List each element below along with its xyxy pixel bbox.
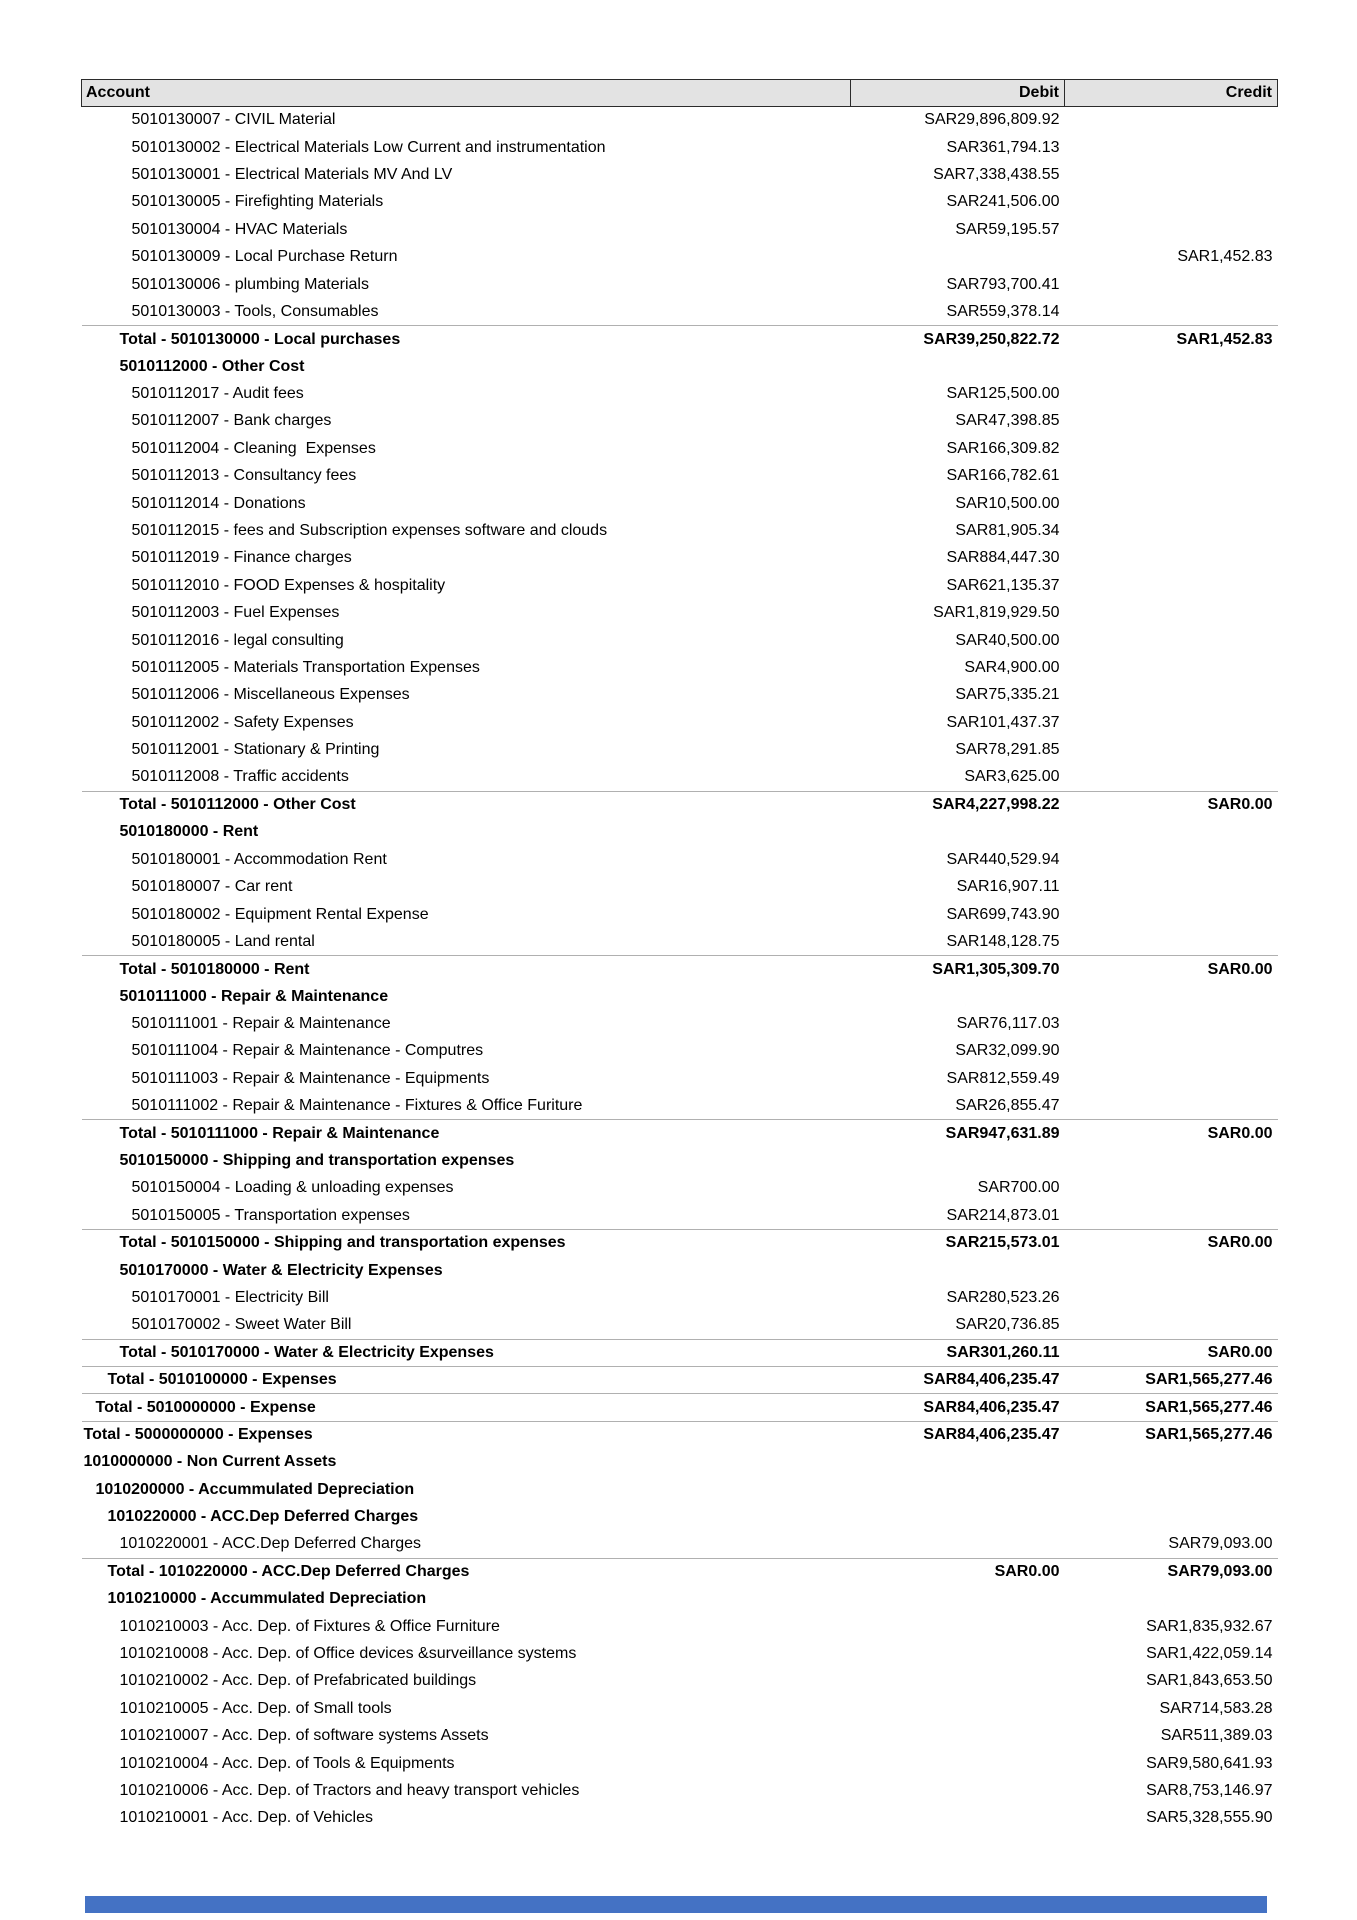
table-row bbox=[82, 326, 1278, 353]
account-cell: Total - 5010112000 - Other Cost bbox=[82, 791, 851, 818]
debit-cell: SAR241,506.00 bbox=[946, 193, 1060, 211]
account-cell: 5010130006 - plumbing Materials bbox=[131, 275, 369, 293]
credit-cell bbox=[1065, 216, 1278, 243]
debit-cell bbox=[851, 1476, 1065, 1503]
debit-cell: SAR700.00 bbox=[977, 1179, 1060, 1197]
account-cell: 5010170002 - Sweet Water Bill bbox=[131, 1316, 352, 1334]
debit-cell bbox=[851, 1668, 1065, 1695]
account-cell: Total - 5010170000 - Water & Electricity Expenses bbox=[82, 1339, 851, 1366]
credit-cell bbox=[1065, 1065, 1278, 1092]
debit-cell: SAR10,500.00 bbox=[955, 494, 1060, 512]
table-row bbox=[82, 1558, 1278, 1585]
debit-cell: SAR84,406,235.47 bbox=[851, 1421, 1065, 1448]
debit-cell: SAR148,128.75 bbox=[946, 932, 1060, 950]
table-row bbox=[82, 1230, 1278, 1257]
credit-cell bbox=[1065, 928, 1278, 955]
table-row bbox=[82, 1257, 1278, 1284]
debit-cell bbox=[851, 1805, 1065, 1832]
credit-cell bbox=[1065, 901, 1278, 928]
debit-cell: SAR1,305,309.70 bbox=[851, 956, 1065, 983]
table-row bbox=[82, 189, 1278, 216]
credit-cell: SAR714,583.28 bbox=[1159, 1699, 1273, 1717]
credit-cell bbox=[1065, 572, 1278, 599]
debit-cell: SAR20,736.85 bbox=[955, 1316, 1060, 1334]
table-row bbox=[82, 1038, 1278, 1065]
credit-cell bbox=[1065, 1093, 1278, 1120]
account-cell: 5010112010 - FOOD Expenses & hospitality bbox=[131, 576, 446, 594]
table-row bbox=[82, 682, 1278, 709]
debit-cell: SAR215,573.01 bbox=[851, 1230, 1065, 1257]
table-row bbox=[82, 1421, 1278, 1448]
account-cell: Total - 5010111000 - Repair & Maintenance bbox=[82, 1120, 851, 1147]
debit-cell: SAR793,700.41 bbox=[946, 275, 1060, 293]
account-cell: 5010150000 - Shipping and transportation expenses bbox=[119, 1152, 515, 1170]
credit-cell bbox=[1065, 517, 1278, 544]
account-cell: 5010112017 - Audit fees bbox=[131, 385, 304, 403]
debit-cell: SAR947,631.89 bbox=[851, 1120, 1065, 1147]
credit-cell: SAR1,843,653.50 bbox=[1146, 1672, 1273, 1690]
debit-cell: SAR559,378.14 bbox=[946, 302, 1060, 320]
credit-cell bbox=[1065, 189, 1278, 216]
debit-cell: SAR361,794.13 bbox=[946, 138, 1060, 156]
debit-cell: SAR125,500.00 bbox=[946, 385, 1060, 403]
credit-cell bbox=[1065, 1175, 1278, 1202]
table-row bbox=[82, 1065, 1278, 1092]
account-cell: 5010112000 - Other Cost bbox=[119, 357, 305, 375]
account-cell: 5010112006 - Miscellaneous Expenses bbox=[131, 686, 410, 704]
account-cell: 5010130002 - Electrical Materials Low Current and instrumentation bbox=[131, 138, 606, 156]
table-row bbox=[82, 161, 1278, 188]
table-row bbox=[82, 517, 1278, 544]
credit-cell: SAR8,753,146.97 bbox=[1146, 1782, 1273, 1800]
debit-cell: SAR16,907.11 bbox=[956, 878, 1060, 896]
debit-cell bbox=[851, 1640, 1065, 1667]
debit-cell: SAR78,291.85 bbox=[955, 741, 1060, 759]
account-cell: 5010112014 - Donations bbox=[131, 494, 306, 512]
account-cell: Total - 5000000000 - Expenses bbox=[82, 1421, 851, 1448]
credit-cell: SAR0.00 bbox=[1065, 1120, 1278, 1147]
account-cell: 5010130009 - Local Purchase Return bbox=[131, 248, 398, 266]
table-row bbox=[82, 1394, 1278, 1421]
account-cell: 5010111000 - Repair & Maintenance bbox=[119, 987, 389, 1005]
account-cell: 5010170001 - Electricity Bill bbox=[131, 1288, 329, 1306]
credit-cell bbox=[1065, 435, 1278, 462]
table-row bbox=[82, 1750, 1278, 1777]
account-cell: 1010210007 - Acc. Dep. of software systems Assets bbox=[119, 1727, 489, 1745]
table-row bbox=[82, 956, 1278, 983]
table-row bbox=[82, 1449, 1278, 1476]
trial-balance-table bbox=[81, 79, 1278, 1832]
account-cell: 5010112004 - Cleaning Expenses bbox=[131, 439, 376, 457]
credit-cell bbox=[1065, 107, 1278, 134]
account-cell: 5010130004 - HVAC Materials bbox=[131, 220, 348, 238]
credit-cell bbox=[1065, 1257, 1278, 1284]
account-cell: 1010210000 - Accummulated Depreciation bbox=[107, 1590, 427, 1608]
table-row bbox=[82, 654, 1278, 681]
debit-cell bbox=[851, 1777, 1065, 1804]
account-cell: 1010220000 - ACC.Dep Deferred Charges bbox=[107, 1508, 419, 1526]
table-row bbox=[82, 1695, 1278, 1722]
account-cell: 5010112008 - Traffic accidents bbox=[131, 768, 349, 786]
table-row bbox=[82, 134, 1278, 161]
debit-cell bbox=[851, 1613, 1065, 1640]
credit-cell: SAR1,452.83 bbox=[1177, 248, 1273, 266]
table-body bbox=[82, 107, 1278, 1833]
debit-cell bbox=[851, 819, 1065, 846]
debit-cell: SAR84,406,235.47 bbox=[851, 1366, 1065, 1393]
table-row bbox=[82, 983, 1278, 1010]
account-cell: 5010130007 - CIVIL Material bbox=[131, 111, 336, 129]
table-row bbox=[82, 572, 1278, 599]
credit-cell: SAR0.00 bbox=[1065, 1230, 1278, 1257]
credit-cell: SAR1,565,277.46 bbox=[1065, 1366, 1278, 1393]
table-row bbox=[82, 1202, 1278, 1229]
account-cell: 5010111004 - Repair & Maintenance - Computres bbox=[131, 1042, 484, 1060]
account-cell: 5010112013 - Consultancy fees bbox=[131, 467, 357, 485]
account-cell: 1010210004 - Acc. Dep. of Tools & Equipments bbox=[119, 1754, 455, 1772]
debit-cell: SAR40,500.00 bbox=[955, 631, 1060, 649]
table-row bbox=[82, 1093, 1278, 1120]
account-cell: 5010130003 - Tools, Consumables bbox=[131, 302, 379, 320]
table-row bbox=[82, 1668, 1278, 1695]
table-row bbox=[82, 1366, 1278, 1393]
credit-cell bbox=[1065, 545, 1278, 572]
account-cell: 1010000000 - Non Current Assets bbox=[83, 1453, 337, 1471]
credit-cell bbox=[1065, 682, 1278, 709]
debit-cell: SAR101,437.37 bbox=[946, 713, 1060, 731]
account-cell: 1010210003 - Acc. Dep. of Fixtures & Office Furniture bbox=[119, 1617, 500, 1635]
debit-cell bbox=[851, 1449, 1065, 1476]
credit-cell bbox=[1065, 1038, 1278, 1065]
debit-cell: SAR81,905.34 bbox=[955, 522, 1060, 540]
debit-cell bbox=[851, 1257, 1065, 1284]
table-row bbox=[82, 1120, 1278, 1147]
debit-cell: SAR0.00 bbox=[851, 1558, 1065, 1585]
debit-cell: SAR166,309.82 bbox=[946, 439, 1060, 457]
account-cell: 1010210006 - Acc. Dep. of Tractors and heavy transport vehicles bbox=[119, 1782, 580, 1800]
table-row bbox=[82, 600, 1278, 627]
account-cell: 5010180000 - Rent bbox=[119, 823, 259, 841]
table-row bbox=[82, 928, 1278, 955]
account-cell: 1010210001 - Acc. Dep. of Vehicles bbox=[119, 1809, 374, 1827]
debit-cell: SAR884,447.30 bbox=[946, 549, 1060, 567]
debit-cell bbox=[851, 1750, 1065, 1777]
account-cell: 5010112005 - Materials Transportation Expenses bbox=[131, 659, 480, 676]
account-cell: 5010180007 - Car rent bbox=[131, 878, 293, 896]
credit-cell bbox=[1065, 709, 1278, 736]
debit-cell bbox=[851, 1147, 1065, 1174]
debit-cell: SAR812,559.49 bbox=[946, 1069, 1060, 1087]
credit-cell bbox=[1065, 408, 1278, 435]
account-cell: Total - 5010000000 - Expense bbox=[82, 1394, 851, 1421]
account-cell: 5010130005 - Firefighting Materials bbox=[131, 193, 384, 211]
debit-cell: SAR29,896,809.92 bbox=[924, 111, 1060, 129]
table-row bbox=[82, 353, 1278, 380]
table-row bbox=[82, 1503, 1278, 1530]
table-header bbox=[82, 80, 1278, 107]
account-cell: 1010210005 - Acc. Dep. of Small tools bbox=[119, 1699, 392, 1717]
table-row bbox=[82, 243, 1278, 270]
debit-cell: SAR32,099.90 bbox=[955, 1042, 1060, 1060]
credit-cell: SAR0.00 bbox=[1065, 1339, 1278, 1366]
credit-cell bbox=[1065, 627, 1278, 654]
credit-cell bbox=[1065, 271, 1278, 298]
debit-cell: SAR621,135.37 bbox=[946, 576, 1060, 594]
account-cell: Total - 1010220000 - ACC.Dep Deferred Charges bbox=[82, 1558, 851, 1585]
account-cell: 1010220001 - ACC.Dep Deferred Charges bbox=[119, 1535, 422, 1553]
debit-cell bbox=[851, 1723, 1065, 1750]
table-row bbox=[82, 1010, 1278, 1037]
credit-column-header: Credit bbox=[1065, 80, 1278, 107]
account-cell: 1010200000 - Accummulated Depreciation bbox=[95, 1480, 415, 1498]
table-row bbox=[82, 846, 1278, 873]
credit-cell bbox=[1065, 1010, 1278, 1037]
credit-cell bbox=[1065, 298, 1278, 325]
table-row bbox=[82, 1284, 1278, 1311]
account-cell: 5010112019 - Finance charges bbox=[131, 549, 352, 567]
debit-cell: SAR76,117.03 bbox=[956, 1015, 1060, 1033]
debit-cell bbox=[851, 353, 1065, 380]
debit-cell: SAR75,335.21 bbox=[955, 686, 1060, 704]
account-cell: 5010111003 - Repair & Maintenance - Equipments bbox=[131, 1069, 490, 1087]
account-cell: Total - 5010100000 - Expenses bbox=[82, 1366, 851, 1393]
table-row bbox=[82, 1175, 1278, 1202]
account-column-header: Account bbox=[82, 80, 851, 107]
table-row bbox=[82, 298, 1278, 325]
account-cell: 5010170000 - Water & Electricity Expenses bbox=[119, 1261, 443, 1279]
account-cell: 1010210008 - Acc. Dep. of Office devices &surveillance systems bbox=[119, 1645, 577, 1663]
account-cell: 5010112003 - Fuel Expenses bbox=[131, 604, 340, 622]
debit-column-header: Debit bbox=[851, 80, 1065, 107]
account-cell: 5010112001 - Stationary & Printing bbox=[131, 741, 380, 759]
table-row bbox=[82, 1805, 1278, 1832]
debit-cell bbox=[851, 1531, 1065, 1558]
table-row bbox=[82, 408, 1278, 435]
debit-cell: SAR214,873.01 bbox=[946, 1206, 1060, 1224]
table-row bbox=[82, 490, 1278, 517]
debit-cell: SAR4,227,998.22 bbox=[851, 791, 1065, 818]
debit-cell: SAR26,855.47 bbox=[955, 1097, 1060, 1114]
debit-cell: SAR39,250,822.72 bbox=[851, 326, 1065, 353]
table-row bbox=[82, 791, 1278, 818]
table-row bbox=[82, 901, 1278, 928]
account-cell: 5010112016 - legal consulting bbox=[131, 631, 344, 649]
credit-cell bbox=[1065, 134, 1278, 161]
debit-cell: SAR47,398.85 bbox=[955, 412, 1060, 430]
credit-cell bbox=[1065, 736, 1278, 763]
credit-cell: SAR79,093.00 bbox=[1065, 1558, 1278, 1585]
credit-cell bbox=[1065, 161, 1278, 188]
credit-cell: SAR1,565,277.46 bbox=[1065, 1394, 1278, 1421]
account-cell: 5010180002 - Equipment Rental Expense bbox=[131, 905, 429, 923]
debit-cell: SAR7,338,438.55 bbox=[933, 165, 1060, 183]
credit-cell: SAR1,452.83 bbox=[1065, 326, 1278, 353]
table-row bbox=[82, 1640, 1278, 1667]
account-cell: 5010180001 - Accommodation Rent bbox=[131, 850, 387, 868]
debit-cell: SAR4,900.00 bbox=[964, 659, 1060, 676]
table-row bbox=[82, 1723, 1278, 1750]
table-row bbox=[82, 1476, 1278, 1503]
credit-cell bbox=[1065, 1586, 1278, 1613]
table-row bbox=[82, 1613, 1278, 1640]
debit-cell: SAR440,529.94 bbox=[946, 850, 1060, 868]
credit-cell bbox=[1065, 819, 1278, 846]
account-cell: 5010112007 - Bank charges bbox=[131, 412, 332, 430]
credit-cell: SAR1,835,932.67 bbox=[1146, 1617, 1273, 1635]
credit-cell bbox=[1065, 1312, 1278, 1339]
debit-cell: SAR280,523.26 bbox=[946, 1288, 1060, 1306]
table-row bbox=[82, 873, 1278, 900]
credit-cell bbox=[1065, 654, 1278, 681]
credit-cell: SAR1,565,277.46 bbox=[1065, 1421, 1278, 1448]
credit-cell: SAR1,422,059.14 bbox=[1146, 1645, 1273, 1663]
table-row bbox=[82, 1339, 1278, 1366]
table-row bbox=[82, 819, 1278, 846]
table-row bbox=[82, 1531, 1278, 1558]
account-cell: Total - 5010150000 - Shipping and transportation expenses bbox=[82, 1230, 851, 1257]
debit-cell bbox=[851, 1586, 1065, 1613]
account-cell: 5010150004 - Loading & unloading expenses bbox=[131, 1179, 454, 1197]
table-row bbox=[82, 380, 1278, 407]
credit-cell bbox=[1065, 1202, 1278, 1229]
debit-cell bbox=[851, 983, 1065, 1010]
credit-cell: SAR9,580,641.93 bbox=[1146, 1754, 1273, 1772]
table-row bbox=[82, 435, 1278, 462]
debit-cell: SAR1,819,929.50 bbox=[933, 604, 1060, 622]
table-row bbox=[82, 107, 1278, 134]
table-row bbox=[82, 545, 1278, 572]
credit-cell bbox=[1065, 1147, 1278, 1174]
account-cell: 5010111002 - Repair & Maintenance - Fixtures & Office Furiture bbox=[131, 1097, 583, 1114]
table-row bbox=[82, 271, 1278, 298]
account-cell: 5010130001 - Electrical Materials MV And LV bbox=[131, 165, 453, 183]
debit-cell: SAR3,625.00 bbox=[964, 768, 1060, 786]
account-cell: 5010180005 - Land rental bbox=[131, 932, 315, 950]
account-cell: Total - 5010130000 - Local purchases bbox=[82, 326, 851, 353]
account-cell: 1010210002 - Acc. Dep. of Prefabricated buildings bbox=[119, 1672, 477, 1690]
debit-cell: SAR59,195.57 bbox=[955, 220, 1060, 238]
account-cell: Total - 5010180000 - Rent bbox=[82, 956, 851, 983]
credit-cell: SAR511,389.03 bbox=[1160, 1727, 1273, 1745]
table-row bbox=[82, 627, 1278, 654]
credit-cell: SAR0.00 bbox=[1065, 791, 1278, 818]
header-row bbox=[82, 80, 1278, 107]
credit-cell bbox=[1065, 1284, 1278, 1311]
table-row bbox=[82, 1777, 1278, 1804]
debit-cell bbox=[851, 1695, 1065, 1722]
credit-cell: SAR5,328,555.90 bbox=[1146, 1809, 1273, 1827]
debit-cell bbox=[851, 243, 1065, 270]
table-row bbox=[82, 463, 1278, 490]
debit-cell bbox=[851, 1503, 1065, 1530]
credit-cell bbox=[1065, 380, 1278, 407]
account-cell: 5010112015 - fees and Subscription expenses software and clouds bbox=[131, 522, 608, 540]
credit-cell: SAR79,093.00 bbox=[1168, 1535, 1273, 1553]
credit-cell bbox=[1065, 463, 1278, 490]
debit-cell: SAR699,743.90 bbox=[946, 905, 1060, 923]
credit-cell bbox=[1065, 983, 1278, 1010]
table-row bbox=[82, 216, 1278, 243]
account-cell: 5010112002 - Safety Expenses bbox=[131, 713, 354, 731]
table-row bbox=[82, 1312, 1278, 1339]
credit-cell bbox=[1065, 490, 1278, 517]
credit-cell bbox=[1065, 1476, 1278, 1503]
credit-cell bbox=[1065, 353, 1278, 380]
credit-cell: SAR0.00 bbox=[1065, 956, 1278, 983]
account-cell: 5010111001 - Repair & Maintenance bbox=[131, 1015, 391, 1033]
account-cell: 5010150005 - Transportation expenses bbox=[131, 1206, 410, 1224]
credit-cell bbox=[1065, 873, 1278, 900]
credit-cell bbox=[1065, 1449, 1278, 1476]
credit-cell bbox=[1065, 764, 1278, 791]
table-row bbox=[82, 764, 1278, 791]
footer-bar bbox=[85, 1896, 1267, 1913]
table-row bbox=[82, 1586, 1278, 1613]
credit-cell bbox=[1065, 1503, 1278, 1530]
credit-cell bbox=[1065, 600, 1278, 627]
debit-cell: SAR166,782.61 bbox=[946, 467, 1060, 485]
credit-cell bbox=[1065, 846, 1278, 873]
table-row bbox=[82, 709, 1278, 736]
debit-cell: SAR84,406,235.47 bbox=[851, 1394, 1065, 1421]
table-row bbox=[82, 736, 1278, 763]
table-row bbox=[82, 1147, 1278, 1174]
debit-cell: SAR301,260.11 bbox=[851, 1339, 1065, 1366]
